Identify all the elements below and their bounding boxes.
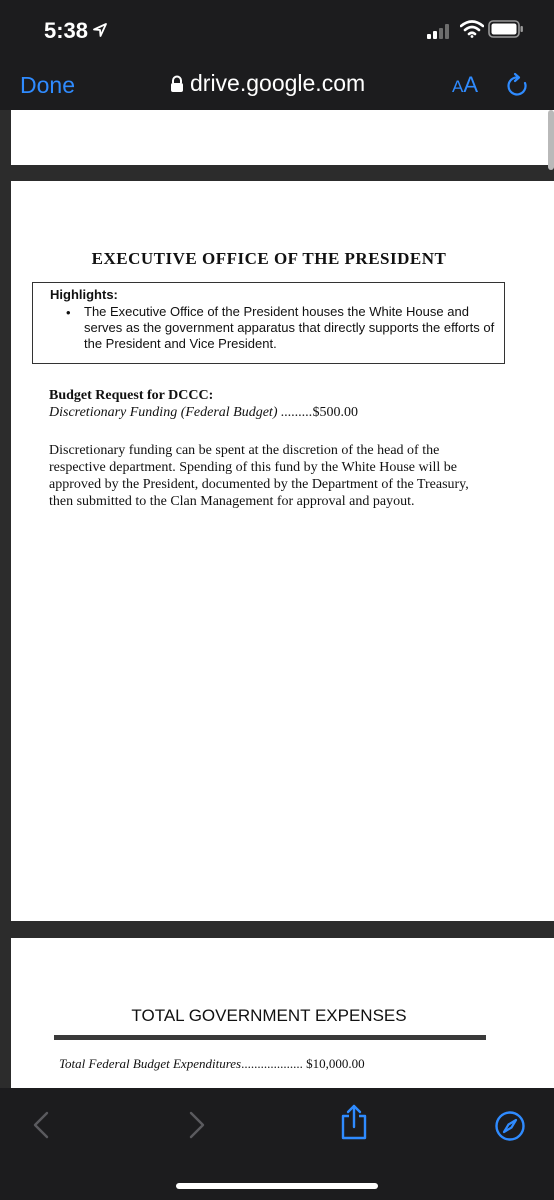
location-arrow-icon — [92, 22, 108, 38]
aa-small-label: A — [452, 77, 464, 96]
budget-paragraph: Discretionary funding can be spent at the discretion of the head of the respective department. Spending of this fund by the White House will be approved by the President, documented by the Department of the Treasury, then submitted to the Clan Management for approval and payout. — [49, 443, 469, 509]
share-icon[interactable] — [338, 1103, 370, 1141]
total-line-dots: ................... — [241, 1056, 303, 1071]
document-page — [11, 181, 554, 921]
budget-line-amount: $500.00 — [312, 405, 358, 420]
document-page — [11, 110, 554, 165]
document-viewer[interactable] — [0, 110, 554, 1088]
budget-line — [49, 404, 489, 421]
url-display[interactable] — [170, 70, 365, 97]
total-line-label: Total Federal Budget Expenditures — [59, 1056, 242, 1071]
budget-line-label: Discretionary Funding (Federal Budget) — [49, 405, 278, 420]
text-size-button[interactable] — [452, 72, 478, 98]
highlights-box — [32, 282, 505, 364]
home-indicator[interactable] — [176, 1183, 378, 1189]
wifi-icon — [460, 20, 484, 38]
aa-large-label: A — [463, 72, 479, 97]
reload-icon[interactable] — [505, 72, 531, 100]
status-bar — [0, 0, 554, 62]
budget-section — [49, 387, 489, 510]
bullet-icon: • — [66, 305, 71, 320]
document-page — [11, 938, 554, 1088]
url-text: drive.google.com — [190, 70, 366, 96]
cellular-signal-icon — [427, 23, 453, 39]
lock-icon — [170, 75, 184, 93]
forward-arrow-icon[interactable] — [186, 1110, 208, 1140]
browser-nav-bar — [0, 62, 554, 110]
status-time: 5:38 — [44, 18, 89, 43]
page-title: EXECUTIVE OFFICE OF THE PRESIDENT — [91, 249, 447, 268]
total-line-amount: $10,000.00 — [306, 1056, 365, 1071]
highlights-label: Highlights: — [50, 287, 118, 302]
scrollbar[interactable] — [548, 110, 554, 170]
divider — [54, 1035, 486, 1040]
back-arrow-icon[interactable] — [30, 1110, 52, 1140]
battery-icon — [488, 19, 524, 39]
budget-line-dots: ......... — [280, 405, 313, 420]
compass-icon[interactable] — [494, 1110, 526, 1142]
highlight-text: The Executive Office of the President houses the White House and serves as the government apparatus that directly supports the efforts of the President and Vice President. — [84, 304, 495, 351]
done-button[interactable]: Done — [20, 72, 75, 98]
total-expenditures-line — [59, 1056, 365, 1072]
budget-heading: Budget Request for DCCC: — [49, 388, 214, 403]
total-expenses-title: TOTAL GOVERNMENT EXPENSES — [131, 1006, 407, 1025]
